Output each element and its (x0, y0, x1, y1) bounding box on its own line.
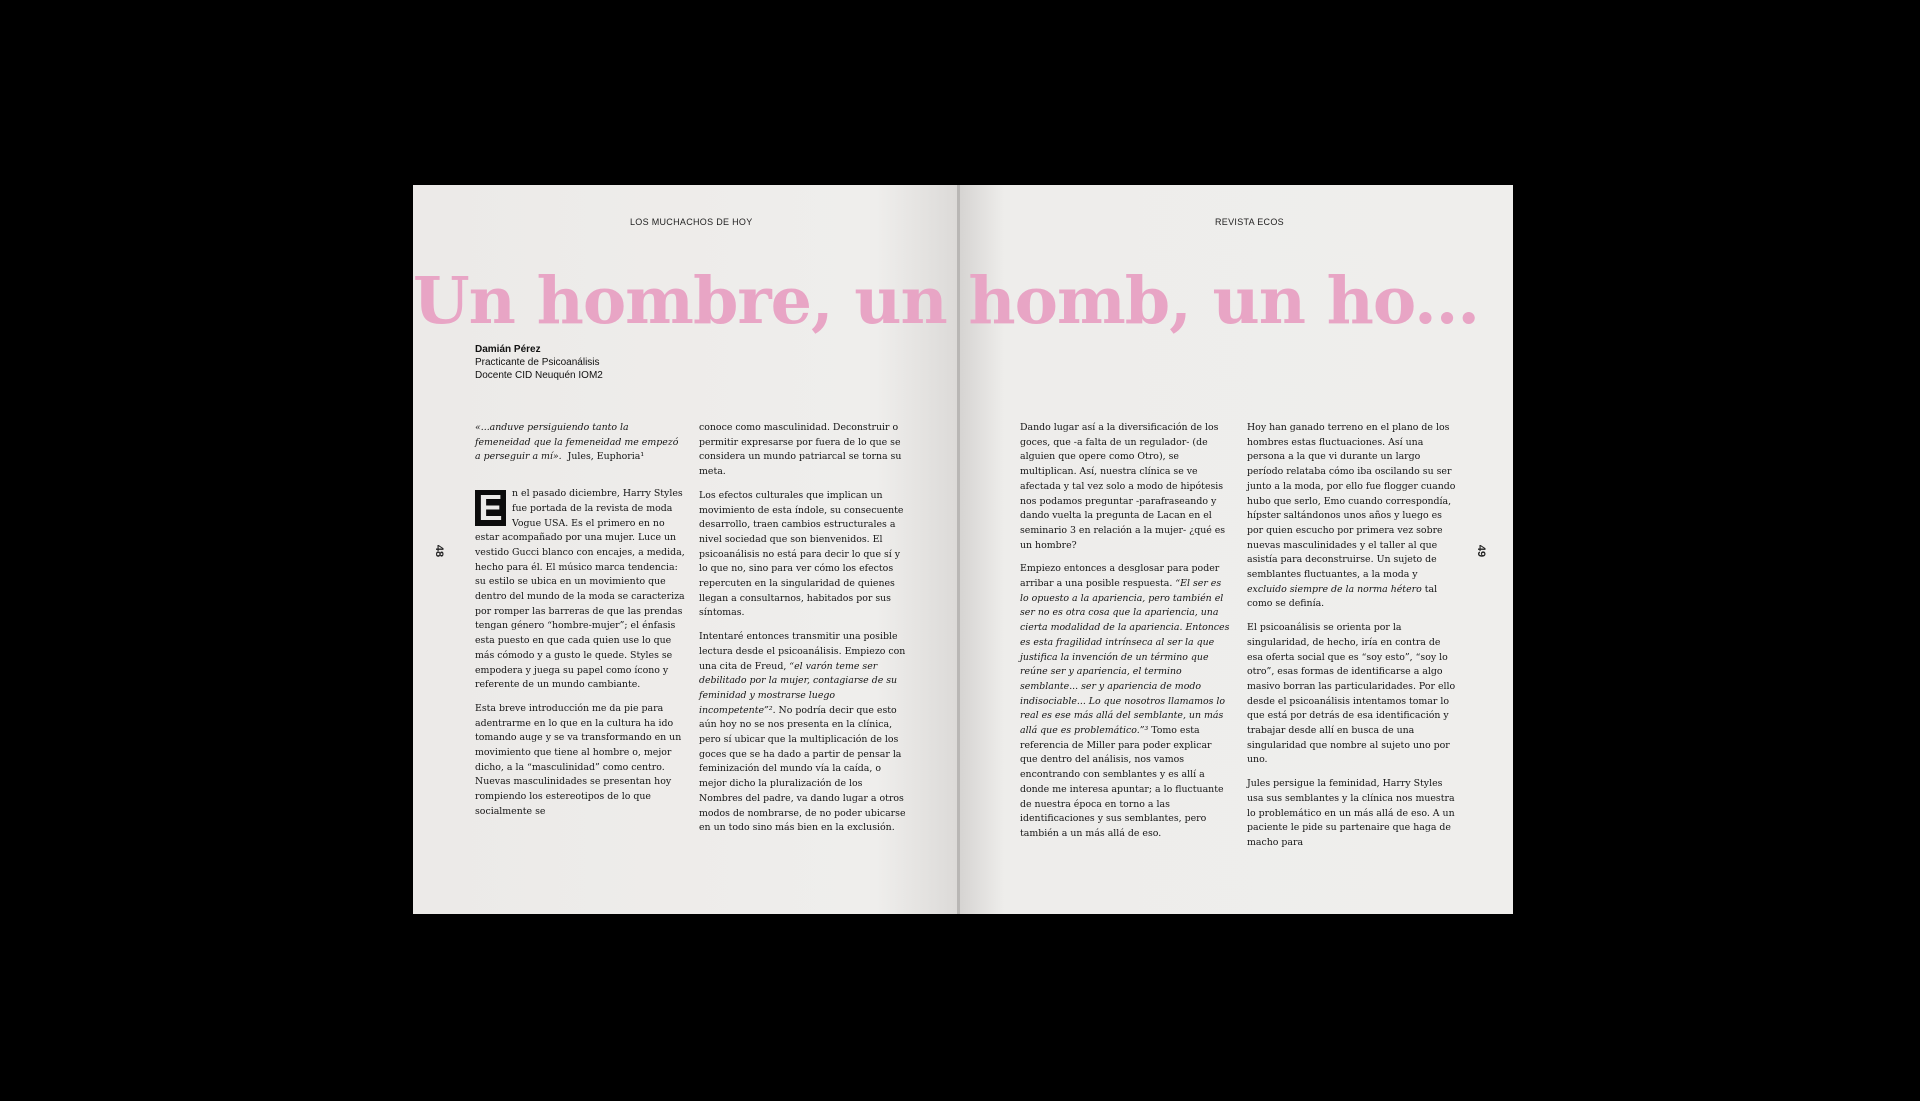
miller-quote: “El ser es lo opuesto a la apariencia, pero también el ser no es otra cosa que la apariencia, una cierta modalidad de la apariencia. Entonces es esta fragilidad intrínseca al ser la que justifica la invención de un término que reúne ser y apariencia, el termino semblante... ser y apariencia de modo indisociable... Lo que nosotros llamamos lo real es ese más allá del semblante, un más allá que es problemático.”³ (1020, 578, 1230, 737)
page-number-right: 49 (1475, 544, 1488, 558)
epigraph-quote: «...anduve persiguiendo tanto la femeneidad que la femeneidad me empezó a perseguir a mí». (475, 422, 679, 463)
author-block (475, 343, 603, 382)
freud-quote: “el varón teme ser debilitado por la mujer, contagiarse de su feminidad y mostrarse luego incompetente”² (699, 660, 898, 716)
paragraph-text: tal como se definía. (1247, 583, 1438, 610)
epigraph (475, 421, 685, 465)
column-3 (1020, 421, 1230, 851)
column-2 (699, 421, 909, 845)
paragraph (699, 630, 909, 836)
paragraph: Los efectos culturales que implican un movimiento de esta índole, su consecuente desarrollo, traen cambios estructurales a nivel sociedad que son bienvenidos. El psicoanálisis no está para decir lo que sí y lo que no, sino para ver cómo los efectos repercuten en la singularidad de quienes llegan a consultarnos, habitados por sus síntomas. (699, 489, 904, 619)
paragraph: Jules persigue la feminidad, Harry Styles usa sus semblantes y la clínica nos muestra lo problemático en un más allá de eso. A un paciente le pide su partenaire que haga de macho para (1247, 778, 1455, 848)
paragraph-text: Intentaré entonces transmitir una posible lectura desde el psicoanálisis. Empiezo con una cita de Freud, (699, 631, 906, 672)
author-affiliation: Docente CID Neuquén IOM2 (475, 370, 603, 381)
paragraph: conoce como masculinidad. Deconstruir o permitir expresarse por fuera de lo que se considera un mundo patriarcal se torna su meta. (699, 422, 902, 478)
author-role: Practicante de Psicoanálisis (475, 357, 600, 368)
running-head-left: LOS MUCHACHOS DE HOY (630, 217, 753, 227)
paragraph-text: Hoy han ganado terreno en el plano de los hombres estas fluctuaciones. Así una persona a la que vi durante un largo período relataba cómo iba oscilando su ser junto a la moda, por ello fue flogger cuando hubo que serlo, Emo cuando correspondía, hípster saltándonos unos años y luego es por quien escucho por primera vez sobre nuevas masculinidades y el taller al que asistía para deconstruirse. Un sujeto de semblantes fluctuantes, a la moda y (1247, 422, 1456, 581)
paragraph-text: n el pasado diciembre, Harry Styles fue portada de la revista de moda Vogue USA. Es el primero en no estar acompañado por una mujer. Luce un vestido Gucci blanco con encajes, a medida, hecho para él. El músico marca tendencia: su estilo se ubica en un movimiento que dentro del mundo de la moda se caracteriza por romper las barreras de que las prendas tengan género “hombre-mujer”; el énfasis esta puesto en que cada quien use lo que más cómodo y a gusto le quede. Styles se empodera y juega su papel como ícono y referente de un mundo cambiante. (475, 488, 685, 691)
paragraph (1020, 562, 1230, 841)
paragraph-text: Tomo esta referencia de Miller para poder explicar que dentro del análisis, nos vamos encontrando con semblantes y es allí a donde me interesa apuntar; a lo fluctuante de nuestra época en torno a las identificaciones y sus semblantes, pero también a un más allá de eso. (1020, 725, 1224, 839)
emphasis-text: excluido siempre de la norma hétero (1247, 583, 1422, 595)
paragraph (1247, 421, 1459, 612)
column-1 (475, 421, 685, 829)
paragraph-text: Empiezo entonces a desglosar para poder arribar a una posible respuesta. (1020, 563, 1220, 590)
epigraph-source: Jules, Euphoria¹ (567, 451, 645, 463)
paragraph (475, 487, 685, 693)
paragraph: Dando lugar así a la diversificación de los goces, que -a falta de un regulador- (de alguien que opere como Otro), se multiplican. Así, nuestra clínica se ve afectada y tal vez solo a modo de hipótesis nos podamos preguntar -parafraseando y dando vuelta la pregunta de Lacan en el seminario 3 en relación a la mujer- ¿qué es un hombre? (1020, 422, 1226, 551)
paragraph: Esta breve introducción me da pie para adentrarme en lo que en la cultura ha ido tomando auge y se va transformando en un movimiento que tiene al hombre o, mejor dicho, a la “masculinidad” como centro. Nuevas masculinidades se presentan hoy rompiendo los estereotipos de lo que socialmente se (475, 702, 682, 817)
column-4 (1247, 421, 1459, 860)
page-number-left: 48 (433, 544, 446, 558)
drop-cap: E (475, 490, 506, 526)
running-head-right: REVISTA ECOS (1215, 217, 1284, 227)
paragraph: El psicoanálisis se orienta por la singularidad, de hecho, iría en contra de esa oferta social que es “soy esto”, “soy lo otro”, esas formas de identificarse a algo masivo borran las particularidades. Por ello desde el psicoanálisis intentamos tomar lo que está por detrás de esa identificación y trabajar desde allí en busca de una singularidad que nombre al sujeto uno por uno. (1247, 622, 1456, 766)
article-title: Un hombre, un homb, un ho... (413, 263, 1480, 339)
paragraph-text: . No podría decir que esto aún hoy no se nos presenta en la clínica, pero sí ubicar que la multiplicación de los goces que se ha dado a partir de pensar la feminización del mundo vía la caída, o mejor dicho la pluralización de los Nombres del padre, va dando lugar a otros modos de nombrarse, de no poder ubicarse en un todo sino más bien en la exclusión. (699, 704, 906, 834)
author-name: Damián Pérez (475, 344, 541, 355)
